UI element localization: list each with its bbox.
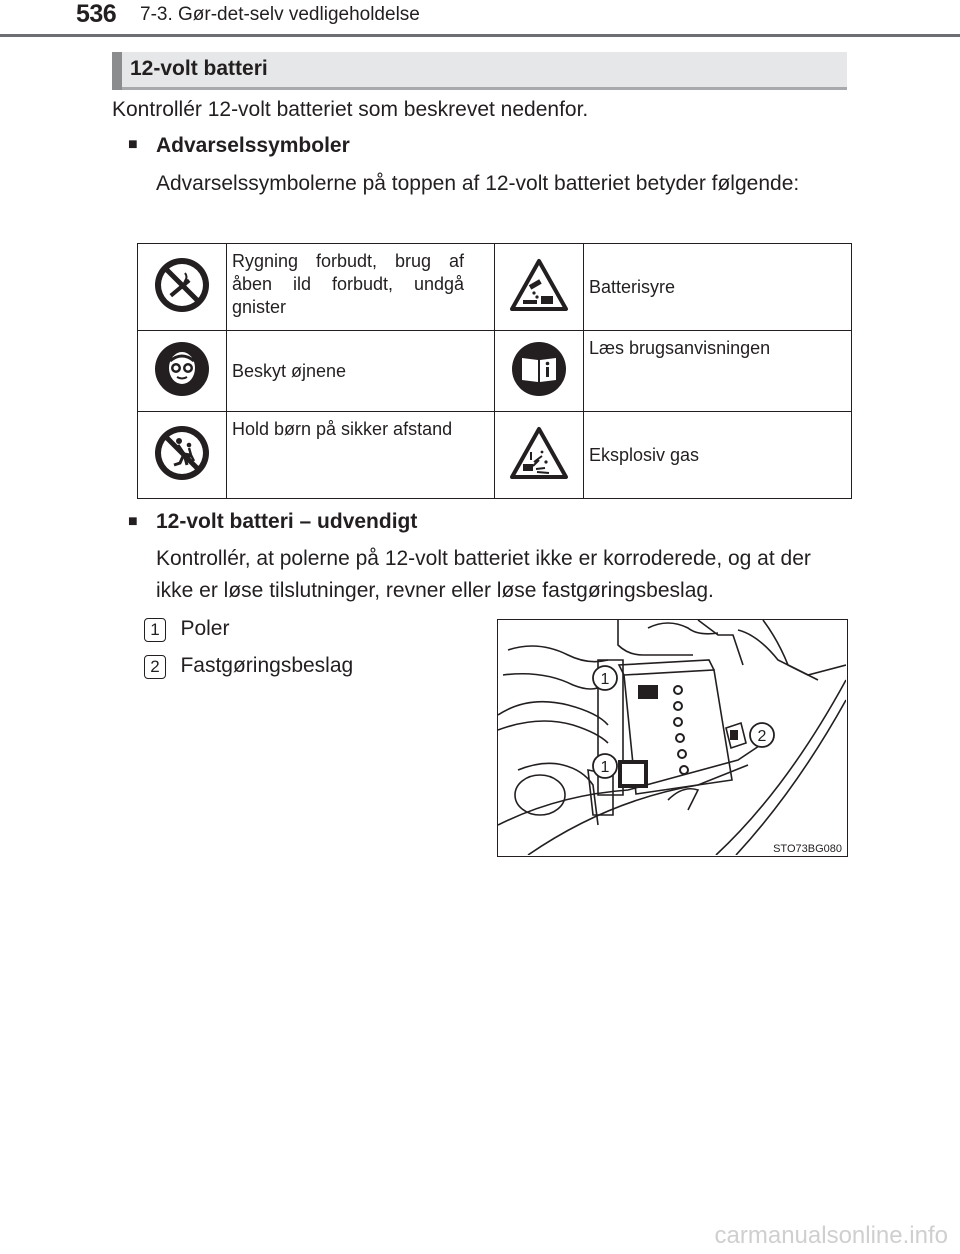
- engine-bay-drawing: [498, 620, 846, 855]
- table-row: [138, 331, 852, 412]
- legend-label: Fastgøringsbeslag: [180, 654, 354, 677]
- table-cell: [584, 244, 852, 331]
- battery-acid-icon: [509, 258, 569, 312]
- no-smoking-icon: [154, 257, 210, 313]
- table-row: [138, 244, 852, 331]
- icon-cell: [138, 244, 227, 331]
- table-cell: [227, 412, 495, 499]
- legend-label: Poler: [180, 617, 230, 640]
- table-cell: [584, 331, 852, 412]
- header-rule: [0, 34, 960, 37]
- symbol-label: Beskyt øjnene: [232, 360, 347, 381]
- callout-number: 2: [757, 728, 767, 745]
- callout-number: 2: [144, 655, 166, 679]
- icon-cell: [495, 331, 584, 412]
- warnings-description: Advarselssymbolerne på toppen af 12-volt batteriet betyder følgende:: [156, 172, 800, 195]
- section-title-marker: [112, 52, 122, 90]
- callout-number: 1: [144, 618, 166, 642]
- table-cell: [584, 412, 852, 499]
- icon-cell: [138, 412, 227, 499]
- symbol-label: Rygning forbudt, brug af åben ild forbudt, undgå gnister: [232, 251, 464, 317]
- read-manual-icon: [511, 341, 567, 397]
- subsection-heading-warnings: Advarselssymboler: [156, 134, 350, 157]
- legend-item: [144, 613, 229, 645]
- keep-children-away-icon: [154, 425, 210, 481]
- running-head: 7-3. Gør-det-selv vedligeholdelse: [140, 4, 420, 25]
- table-row: [138, 412, 852, 499]
- exterior-description: Kontrollér, at polerne på 12-volt batteriet ikke er korroderede, og at der ikke er løse tilslutninger, revner eller løse fastgøringsbeslag.: [156, 547, 811, 602]
- bullet-marker: ■: [128, 136, 138, 153]
- symbol-label: Batterisyre: [589, 276, 676, 297]
- intro-text: Kontrollér 12-volt batteriet som beskrevet nedenfor.: [112, 98, 589, 121]
- explosive-gas-icon: [509, 426, 569, 480]
- table-cell: [227, 331, 495, 412]
- symbol-label: Eksplosiv gas: [589, 444, 700, 465]
- symbol-label: Læs brugsanvisningen: [589, 338, 771, 358]
- warning-symbols-table: [137, 243, 852, 499]
- callout-number: 1: [600, 671, 610, 688]
- icon-cell: [138, 331, 227, 412]
- section-title: 12-volt batteri: [130, 57, 268, 80]
- symbol-label: Hold børn på sikker afstand: [232, 419, 453, 439]
- battery-illustration: [497, 619, 848, 857]
- callout-number: 1: [600, 759, 610, 776]
- table-cell: [227, 244, 495, 331]
- subsection-heading-exterior: 12-volt batteri – udvendigt: [156, 510, 418, 533]
- icon-cell: [495, 412, 584, 499]
- watermark: carmanualsonline.info: [714, 1222, 948, 1249]
- figure-code: STO73BG080: [773, 843, 842, 855]
- eye-protection-icon: [154, 341, 210, 397]
- bullet-marker: ■: [128, 513, 138, 530]
- legend-item: [144, 650, 353, 682]
- page-number: 536: [76, 0, 117, 28]
- icon-cell: [495, 244, 584, 331]
